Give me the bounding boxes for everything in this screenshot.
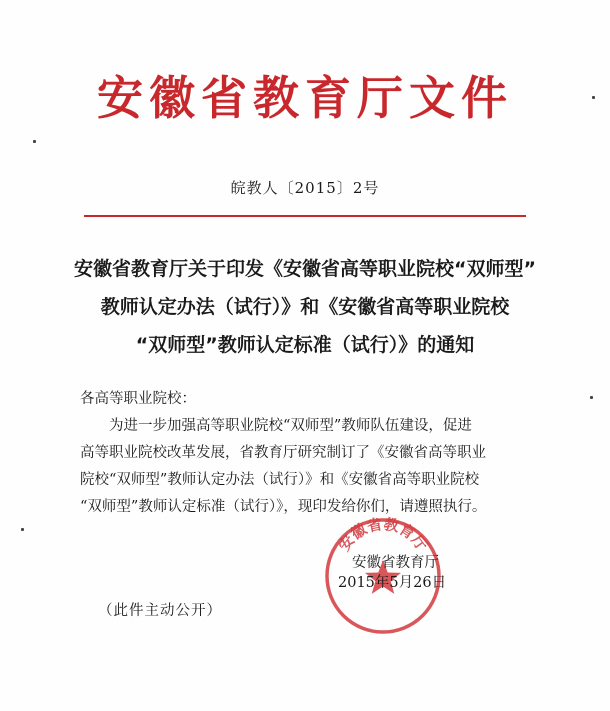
body-line: “双师型”教师认定标准（试行）》，现印发给你们，请遵照执行。 [80, 499, 487, 515]
body-line: 院校“双师型”教师认定办法（试行）》和《安徽省高等职业院校 [80, 472, 480, 488]
header-red-rule [84, 215, 526, 217]
document-subject [40, 250, 570, 364]
seal-text: 安徽省教育厅 [334, 516, 432, 555]
document-number: 皖教人〔2015〕2号 [230, 179, 380, 197]
scan-speck [590, 396, 593, 399]
subject-line: “双师型”教师认定标准（试行）》的通知 [135, 334, 475, 356]
body-line: 为进一步加强高等职业院校“双师型”教师队伍建设，促进 [109, 418, 472, 434]
scan-speck [592, 96, 595, 99]
subject-line: 安徽省教育厅关于印发《安徽省高等职业院校“双师型” [74, 258, 536, 280]
document-header-title: 安徽省教育厅文件 [97, 71, 513, 125]
scan-speck [33, 140, 36, 143]
issuer-name: 安徽省教育厅 [352, 555, 439, 571]
salutation: 各高等职业院校： [80, 391, 196, 407]
subject-line: 教师认定办法（试行）》和《安徽省高等职业院校 [100, 296, 510, 318]
body-line: 高等职业院校改革发展，省教育厅研究制订了《安徽省高等职业 [80, 445, 486, 461]
document-body [80, 386, 550, 521]
publicity-note: （此件主动公开） [98, 603, 222, 619]
scan-speck [21, 528, 24, 531]
issue-date: 2015年5月26日 [338, 575, 447, 591]
svg-text:安徽省教育厅 [335, 516, 431, 554]
